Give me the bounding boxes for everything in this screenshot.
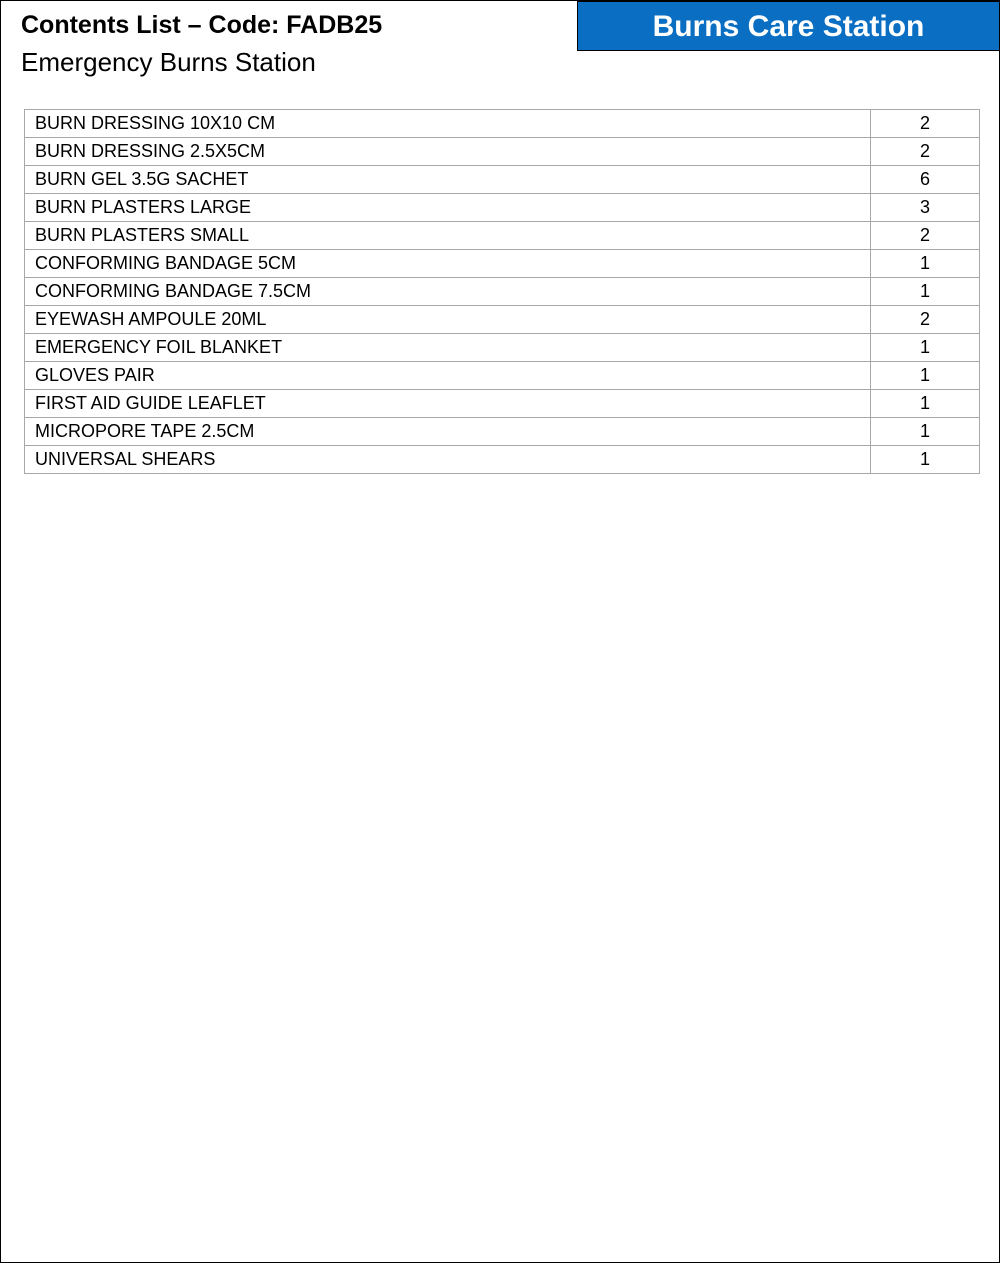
- table-row: [25, 110, 980, 138]
- quantity-cell: 1: [871, 390, 980, 418]
- item-name-cell: EMERGENCY FOIL BLANKET: [25, 334, 871, 362]
- quantity-cell: 2: [871, 110, 980, 138]
- item-name-cell: CONFORMING BANDAGE 7.5CM: [25, 278, 871, 306]
- quantity-cell: 2: [871, 306, 980, 334]
- quantity-cell: 2: [871, 222, 980, 250]
- table-row: [25, 390, 980, 418]
- item-name-cell: FIRST AID GUIDE LEAFLET: [25, 390, 871, 418]
- table-row: [25, 250, 980, 278]
- station-banner: Burns Care Station: [577, 1, 1000, 51]
- table-row: [25, 166, 980, 194]
- quantity-cell: 3: [871, 194, 980, 222]
- item-name-cell: BURN PLASTERS SMALL: [25, 222, 871, 250]
- table-row: [25, 138, 980, 166]
- contents-table: [24, 109, 980, 474]
- item-name-cell: CONFORMING BANDAGE 5CM: [25, 250, 871, 278]
- item-name-cell: MICROPORE TAPE 2.5CM: [25, 418, 871, 446]
- table-row: [25, 362, 980, 390]
- item-name-cell: UNIVERSAL SHEARS: [25, 446, 871, 474]
- table-row: [25, 222, 980, 250]
- table-row: [25, 306, 980, 334]
- item-name-cell: BURN PLASTERS LARGE: [25, 194, 871, 222]
- item-name-cell: EYEWASH AMPOULE 20ML: [25, 306, 871, 334]
- table-row: [25, 194, 980, 222]
- page-subtitle: Emergency Burns Station: [21, 47, 316, 77]
- page-title: Contents List – Code: FADB25: [21, 11, 383, 39]
- quantity-cell: 1: [871, 446, 980, 474]
- quantity-cell: 1: [871, 362, 980, 390]
- quantity-cell: 1: [871, 334, 980, 362]
- quantity-cell: 2: [871, 138, 980, 166]
- quantity-cell: 1: [871, 278, 980, 306]
- table-row: [25, 446, 980, 474]
- item-name-cell: BURN DRESSING 2.5X5CM: [25, 138, 871, 166]
- item-name-cell: BURN GEL 3.5G SACHET: [25, 166, 871, 194]
- quantity-cell: 6: [871, 166, 980, 194]
- item-name-cell: BURN DRESSING 10X10 CM: [25, 110, 871, 138]
- quantity-cell: 1: [871, 250, 980, 278]
- quantity-cell: 1: [871, 418, 980, 446]
- table-row: [25, 418, 980, 446]
- contents-table-body: [25, 110, 980, 474]
- item-name-cell: GLOVES PAIR: [25, 362, 871, 390]
- table-row: [25, 334, 980, 362]
- table-row: [25, 278, 980, 306]
